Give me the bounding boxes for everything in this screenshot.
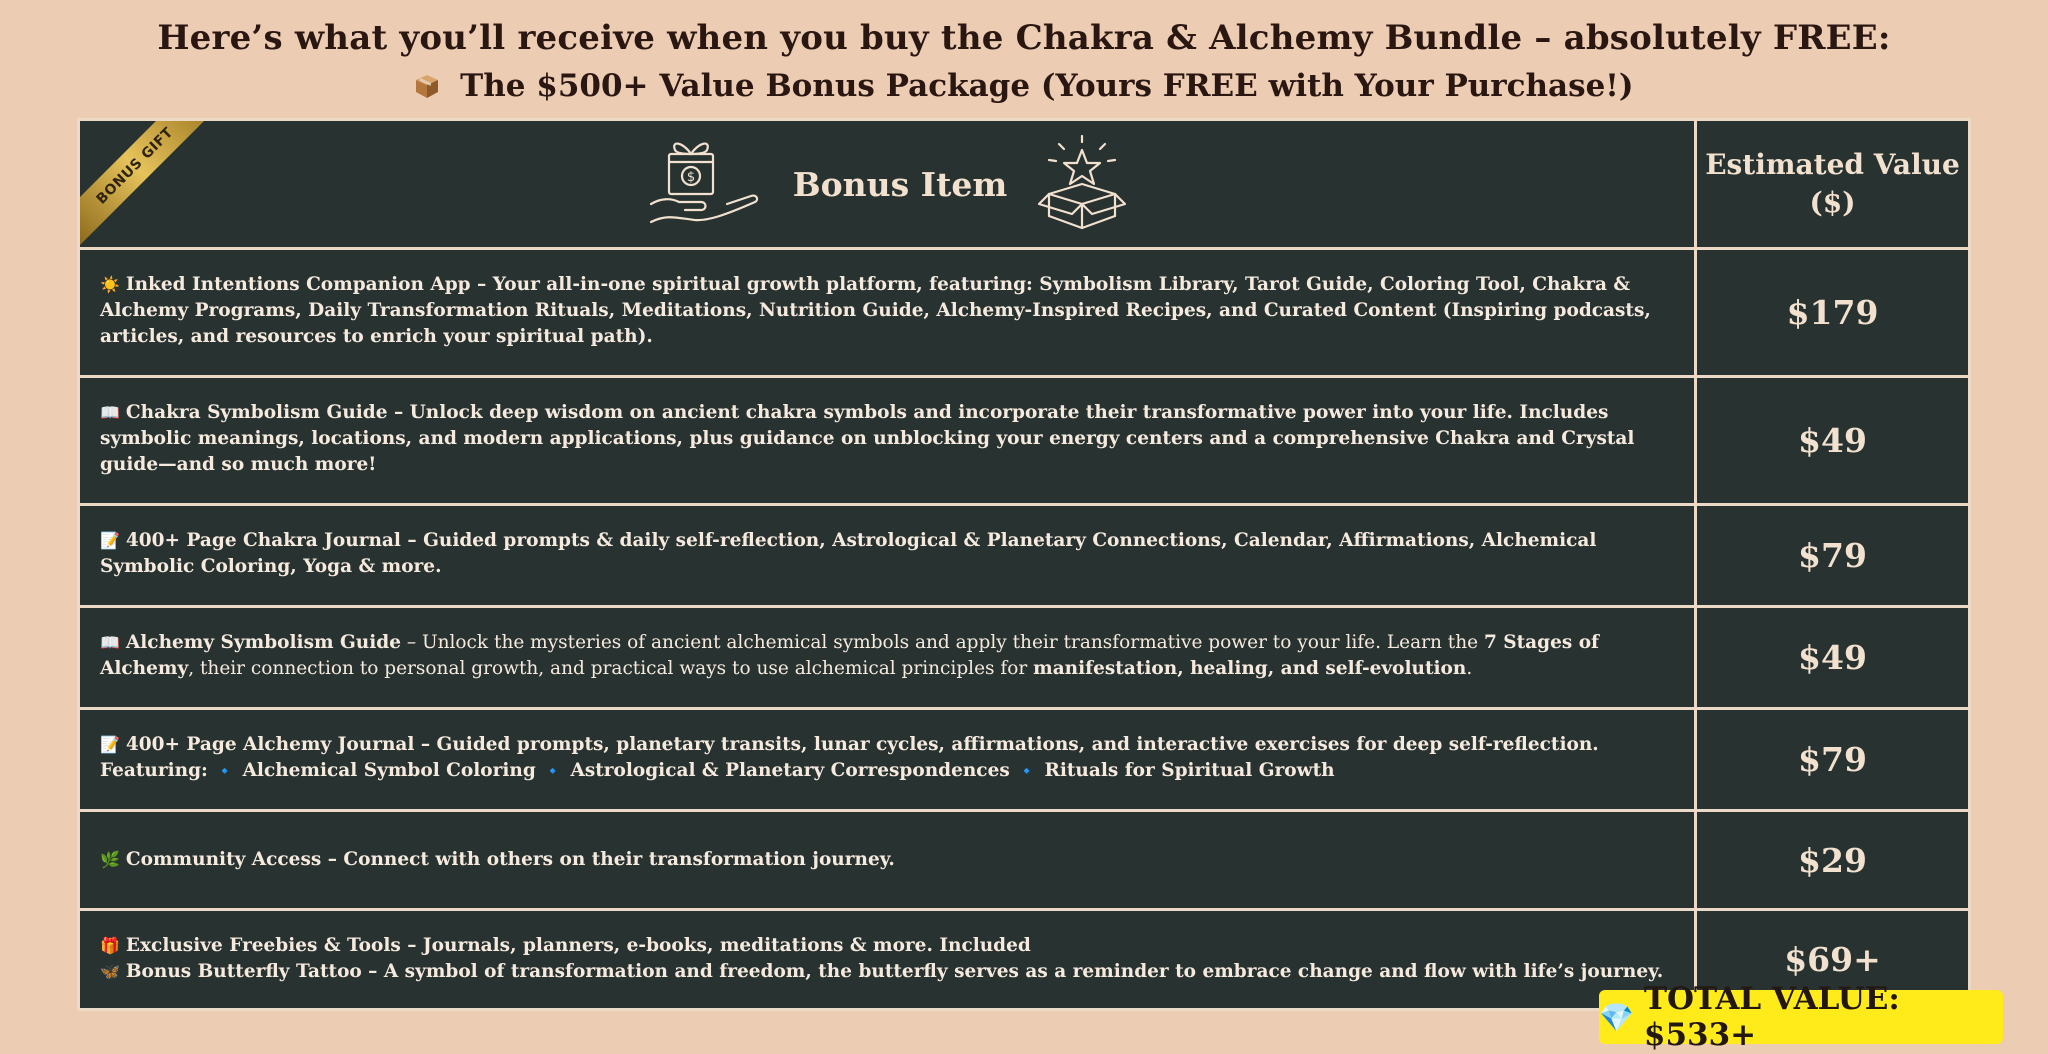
table-row: [80, 608, 1968, 707]
community-description: Community Access – Connect with others on their transformation journey.: [125, 849, 895, 870]
row-description: [100, 272, 1664, 350]
blue-diamond-icon: 🔹: [1017, 762, 1037, 780]
alchemy-guide-text-c: .: [1466, 658, 1473, 679]
herb-icon: 🌿: [100, 850, 120, 869]
table-row: [80, 710, 1968, 809]
row-value-cell: [1697, 378, 1968, 503]
header-item-cell: [80, 121, 1694, 247]
row-description-cell: [80, 250, 1694, 375]
alchemy-stages: 7 Stages of Alchemy: [100, 632, 1600, 679]
row-value: $29: [1798, 840, 1867, 880]
row-value: $79: [1798, 740, 1867, 779]
book-icon: 📖: [100, 633, 120, 652]
table-row: [80, 506, 1968, 605]
bonus-gift-ribbon: BONUS GIFT: [80, 121, 214, 245]
feature-2: Astrological & Planetary Correspondences: [570, 760, 1010, 781]
row-value: $79: [1798, 536, 1867, 575]
row-value: $69+: [1784, 940, 1881, 979]
total-value-label: TOTAL VALUE: $533+: [1643, 981, 1900, 1053]
alchemy-guide-title: Alchemy Symbolism Guide: [125, 632, 401, 653]
butterfly-description: Bonus Butterfly Tattoo – A symbol of transformation and freedom, the butterfly serves as a reminder to embrace change and flow with life’s journey.: [125, 961, 1664, 982]
gem-icon: 💎: [1599, 1000, 1634, 1034]
chakra-guide-description: Chakra Symbolism Guide – Unlock deep wisdom on ancient chakra symbols and incorporate their transformative power into your life. Includes symbolic meanings, locations, and modern applications, plus guidance on unblocking your energy centers and a comprehensive Chakra and Crystal guide—and so much more!: [100, 402, 1635, 475]
row-description: [100, 847, 1664, 873]
bonus-table: [77, 118, 1971, 1011]
headline: Here’s what you’ll receive when you buy the Chakra & Alchemy Bundle – absolutely FREE:: [157, 18, 1891, 58]
row-value: $49: [1798, 421, 1867, 460]
alchemy-guide-text-a: – Unlock the mysteries of ancient alchemical symbols and apply their transformative power to your life. Learn the: [400, 632, 1484, 653]
subheadline: [0, 68, 2048, 104]
app-description: Inked Intentions Companion App – Your all-in-one spiritual growth platform, featuring: Symbolism Library, Tarot Guide, Coloring Tool, Chakra & Alchemy Programs, Daily Transformation Rituals, Meditations, Nutrition Guide, Alchemy-Inspired Recipes, and Curated Content (Inspiring podcasts, articles, and resources to enrich your spiritual path).: [100, 274, 1651, 347]
table-row: [80, 250, 1968, 375]
freebies-description: Exclusive Freebies & Tools – Journals, planners, e-books, meditations & more. Included: [125, 935, 1031, 956]
alchemy-principles: manifestation, healing, and self-evolution: [1033, 658, 1467, 679]
row-value-cell: [1697, 250, 1968, 375]
table-row: [80, 378, 1968, 503]
open-box-star-icon: [1037, 132, 1127, 236]
row-value-cell: [1697, 812, 1968, 908]
row-value: $49: [1798, 638, 1867, 677]
row-value-cell: [1697, 608, 1968, 707]
header-value-cell: [1697, 121, 1968, 247]
memo-icon: 📝: [100, 531, 120, 550]
blue-diamond-icon: 🔹: [543, 762, 563, 780]
row-description: [100, 400, 1664, 478]
table-row: [80, 812, 1968, 908]
row-value: $179: [1786, 293, 1879, 332]
book-icon: 📖: [100, 403, 120, 422]
estimated-value-header: Estimated Value: [1705, 148, 1960, 181]
row-description: [100, 528, 1664, 580]
row-description-cell: [80, 911, 1694, 1008]
svg-text:$: $: [686, 170, 695, 185]
total-value-badge: [1599, 981, 2003, 1053]
subheadline-text: The $500+ Value Bonus Package (Yours FREE with Your Purchase!): [460, 68, 1634, 104]
gift-icon: 🎁: [100, 936, 120, 955]
alchemy-guide-text-b: , their connection to personal growth, and practical ways to use alchemical principles for: [188, 658, 1034, 679]
bonus-item-header: Bonus Item: [792, 164, 1008, 204]
table-header-row: [80, 121, 1968, 247]
row-description-cell: [80, 812, 1694, 908]
chakra-journal-description: 400+ Page Chakra Journal – Guided prompts & daily self-reflection, Astrological & Planetary Connections, Calendar, Affirmations, Alchemical Symbolic Coloring, Yoga & more.: [100, 530, 1597, 577]
row-description-cell: [80, 710, 1694, 809]
row-description: [100, 732, 1664, 784]
row-value-cell: [1697, 506, 1968, 605]
row-description-cell: [80, 608, 1694, 707]
alchemy-journal-description: 400+ Page Alchemy Journal – Guided prompts, planetary transits, lunar cycles, affirmations, and interactive exercises for deep self-reflection. Featuring:: [100, 734, 1599, 781]
package-icon: [414, 70, 450, 103]
feature-3: Rituals for Spiritual Growth: [1044, 760, 1335, 781]
estimated-value-unit: ($): [1809, 186, 1856, 219]
row-description: [100, 933, 1664, 985]
row-value-cell: [1697, 710, 1968, 809]
blue-diamond-icon: 🔹: [215, 762, 235, 780]
sun-icon: ☀️: [100, 275, 120, 294]
memo-icon: 📝: [100, 735, 120, 754]
gift-hand-icon: [647, 132, 763, 236]
row-description-cell: [80, 378, 1694, 503]
row-description-cell: [80, 506, 1694, 605]
butterfly-icon: 🦋: [100, 962, 120, 981]
row-description: [100, 630, 1664, 682]
feature-1: Alchemical Symbol Coloring: [242, 760, 536, 781]
